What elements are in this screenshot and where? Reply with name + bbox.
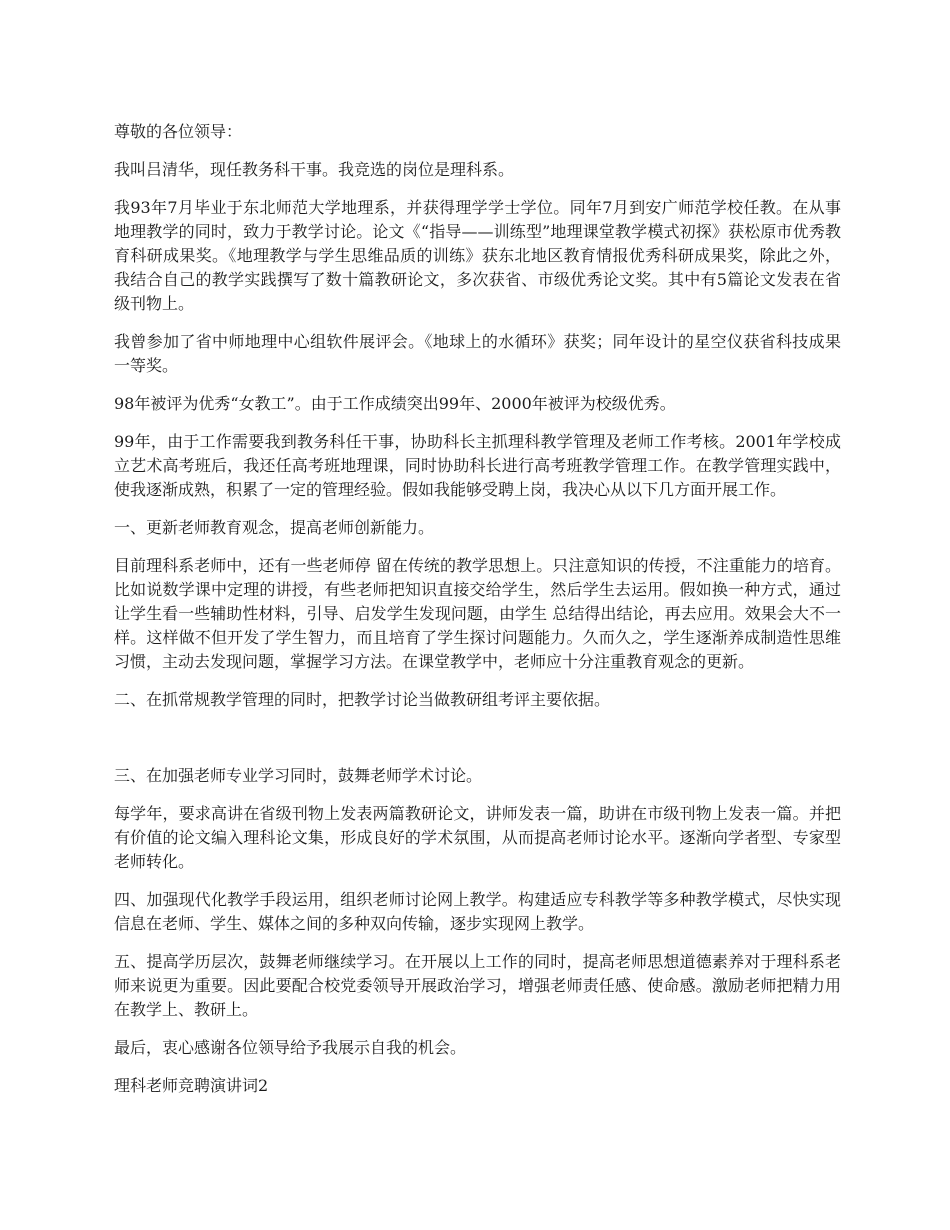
paragraph-point-4: 四、加强现代化教学手段运用，组织老师讨论网上教学。构建适应专科教学等多种教学模式，尽快实现信息在老师、学生、媒体之间的多种双向传输，逐步实现网上教学。 [114, 890, 841, 933]
paragraph-point-3: 每学年，要求高讲在省级刊物上发表两篇教研论文，讲师发表一篇，助讲在市级刊物上发表一篇。并把有价值的论文编入理科论文集，形成良好的学术氛围，从而提高老师讨论水平。逐渐向学者型、专家型老师转化。 [114, 804, 841, 871]
paragraph-point-5: 五、提高学历层次，鼓舞老师继续学习。在开展以上工作的同时，提高老师思想道德素养对于理科系老师来说更为重要。因此要配合校党委领导开展政治学习，增强老师责任感、使命感。激励老师把精力用在教学上、教研上。 [114, 952, 841, 1019]
closing-thanks: 最后，衷心感谢各位领导给予我展示自我的机会。 [114, 1038, 467, 1057]
heading-point-1: 一、更新老师教育观念，提高老师创新能力。 [114, 518, 435, 537]
heading-point-3: 三、在加强老师专业学习同时，鼓舞老师学术讨论。 [114, 766, 483, 785]
paragraph-education-research: 我93年7月毕业于东北师范大学地理系，并获得理学学士学位。同年7月到安广师范学校任教。在从事地理教学的同时，致力于教学讨论。论文《“指导——训练型”地理课堂教学模式初探》获松原市优秀教育科研成果奖。《地理教学与学生思维品质的训练》获东北地区教育情报优秀科研成果奖，除此之外，我结合自己的教学实践撰写了数十篇教研论文，多次获省、市级优秀论文奖。其中有5篇论文发表在省级刊物上。 [114, 198, 841, 313]
document-body [114, 120, 841, 1112]
paragraph-point-1: 目前理科系老师中，还有一些老师停 留在传统的教学思想上。只注意知识的传授，不注重能力的培育。比如说数学课中定理的讲授，有些老师把知识直接交给学生，然后学生去运用。假如换一种方式，通过让学生看一些辅助性材料，引导、启发学生发现问题，由学生 总结得出结论，再去应用。效果会大不一样。这样做不但开发了学生智力，而且培育了学生探讨问题能力。久而久之，学生逐渐养成制造性思维习惯，主动去发现问题，掌握学习方法。在课堂教学中，老师应十分注重教育观念的更新。 [114, 556, 841, 671]
paragraph-software-award: 我曾参加了省中师地理中心组软件展评会。《地球上的水循环》获奖；同年设计的星空仪获省科技成果一等奖。 [114, 332, 841, 375]
next-section-title: 理科老师竞聘演讲词2 [114, 1076, 269, 1095]
paragraph-honors: 98年被评为优秀“女教工”。由于工作成绩突出99年、2000年被评为校级优秀。 [114, 394, 676, 413]
self-introduction: 我叫吕清华，现任教务科干事。我竞选的岗位是理科系。 [114, 160, 515, 179]
heading-point-2: 二、在抓常规教学管理的同时，把教学讨论当做教研组考评主要依据。 [114, 690, 611, 709]
paragraph-work-experience: 99年，由于工作需要我到教务科任干事，协助科长主抓理科教学管理及老师工作考核。2001年学校成立艺术高考班后，我还任高考班地理课，同时协助科长进行高考班教学管理工作。在教学管理实践中，使我逐渐成熟，积累了一定的管理经验。假如我能够受聘上岗，我决心从以下几方面开展工作。 [114, 432, 841, 499]
salutation: 尊敬的各位领导： [114, 122, 243, 141]
